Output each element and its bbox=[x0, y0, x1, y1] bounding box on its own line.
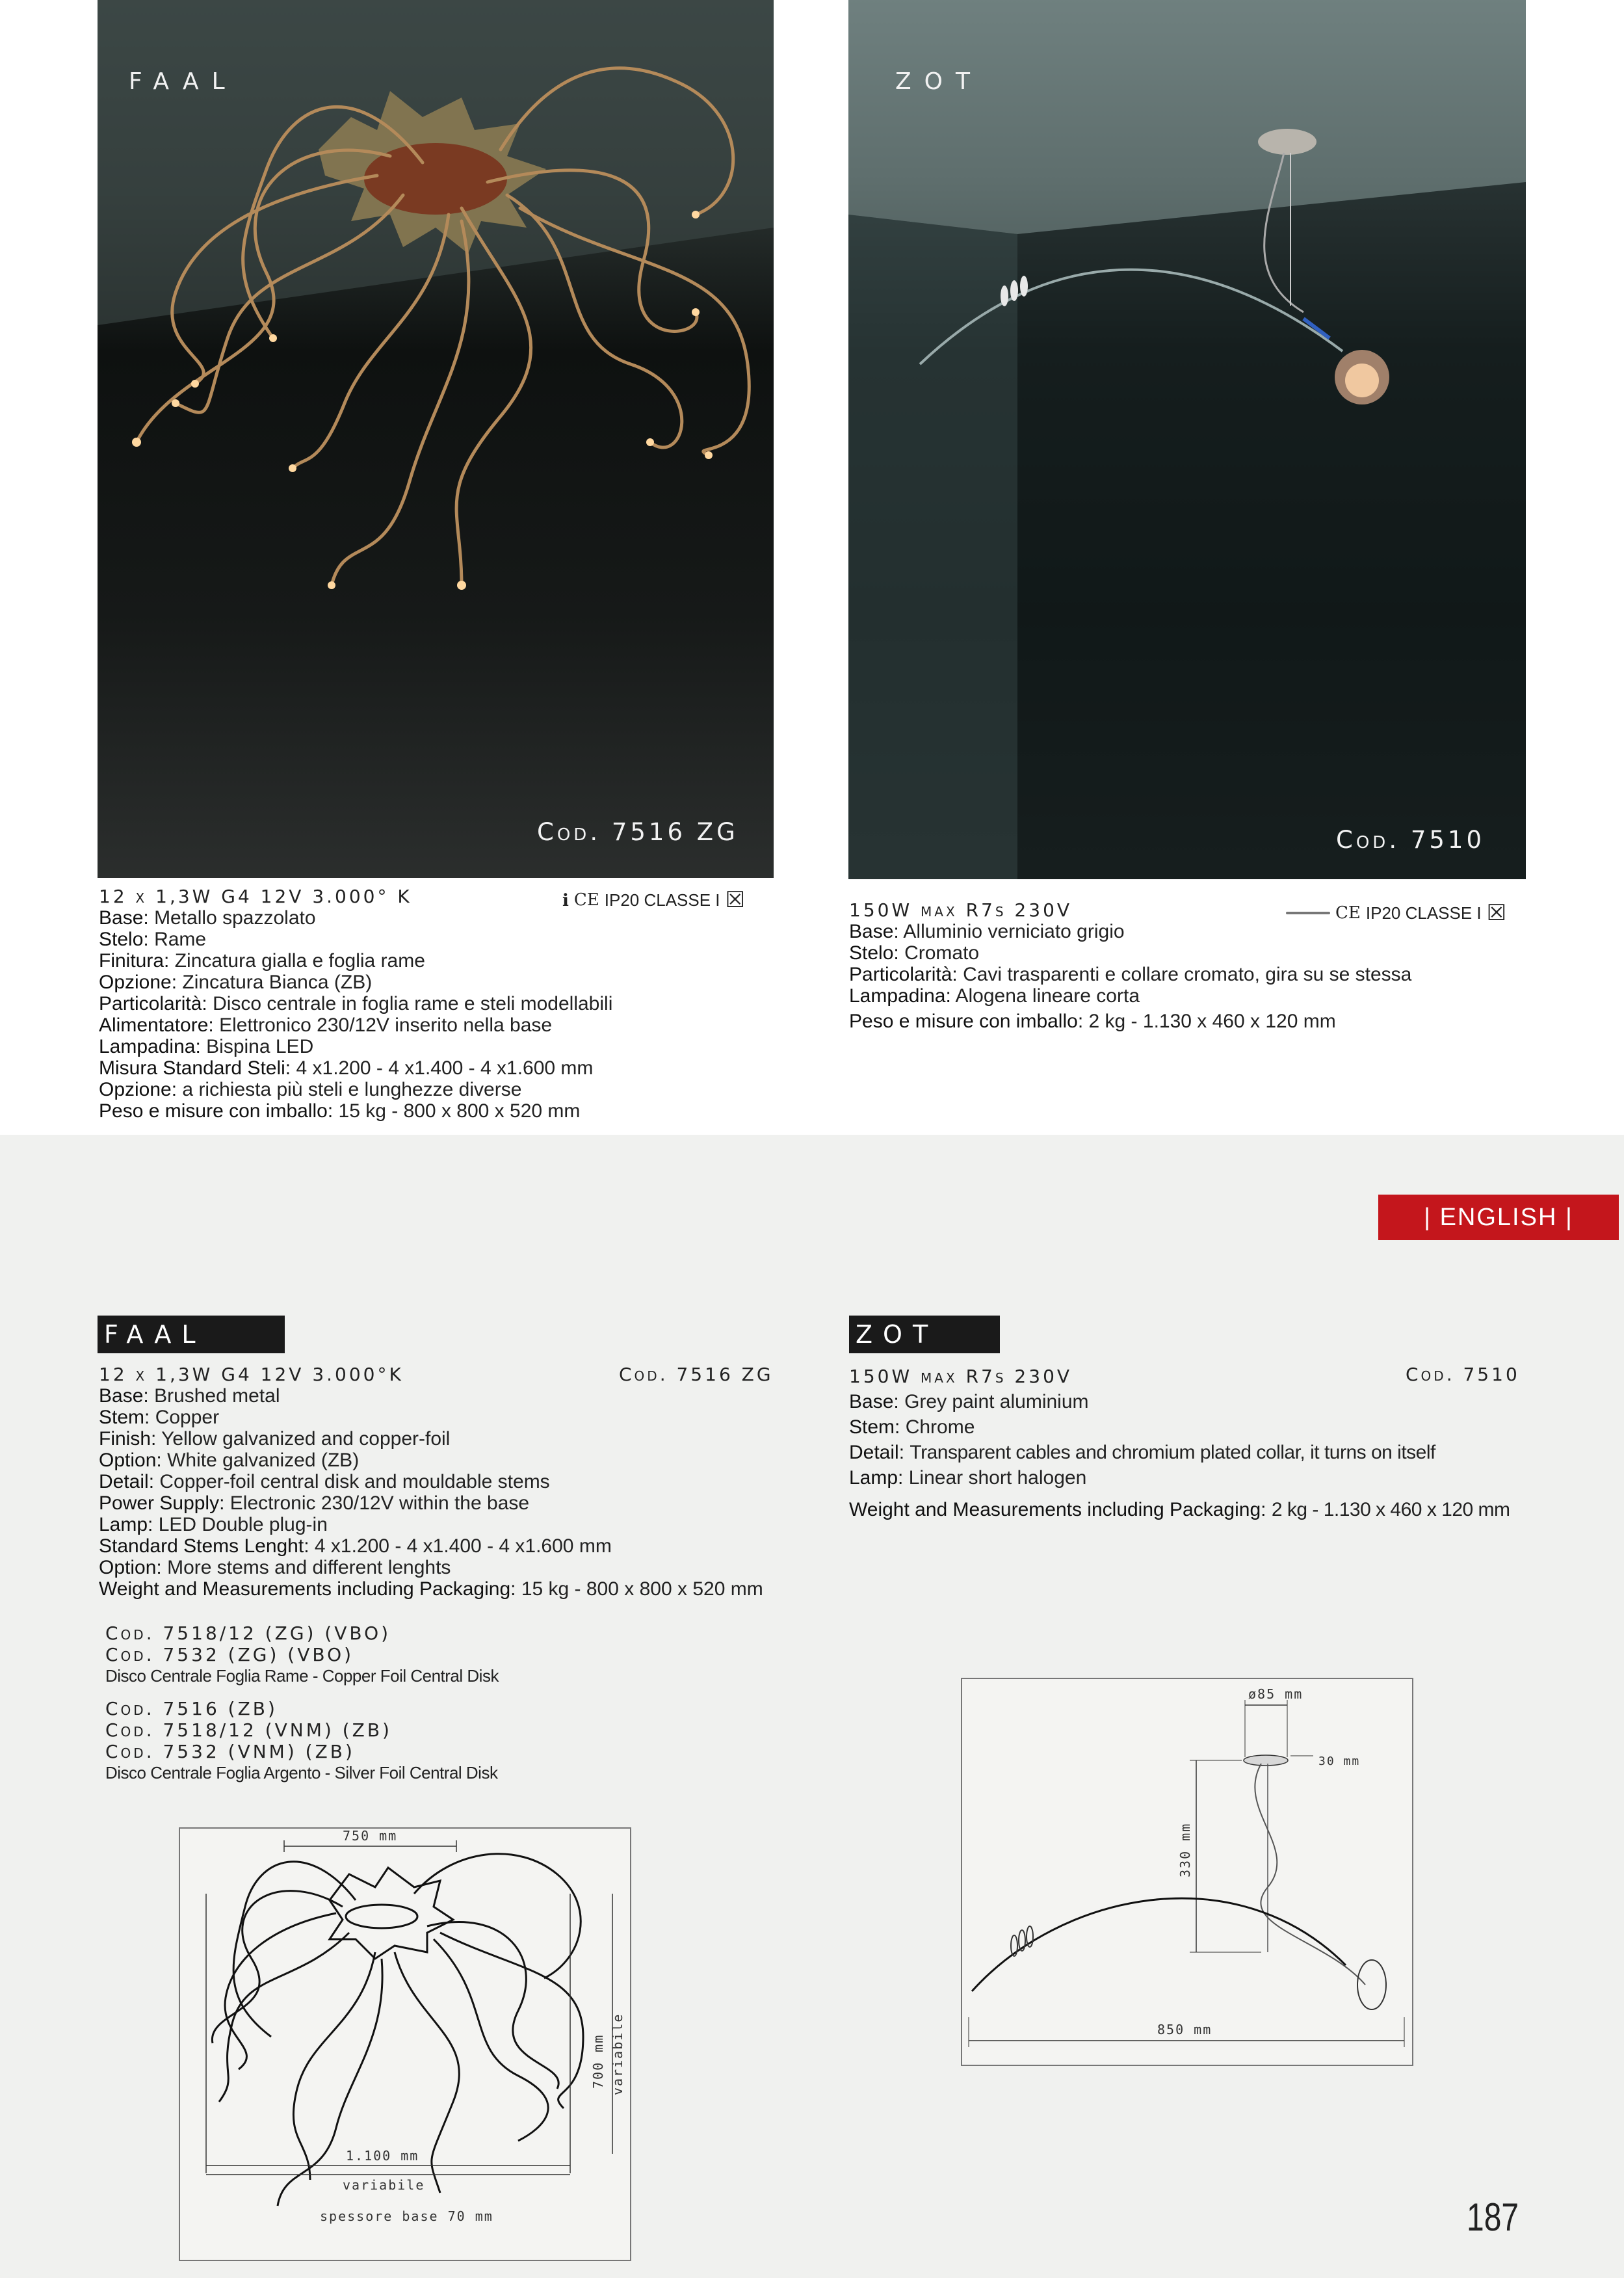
zot-spec-block-en bbox=[849, 1364, 1510, 1522]
zot-drawing-svg bbox=[962, 1679, 1412, 2065]
faal-photo-code: Cod. 7516 ZG bbox=[537, 818, 739, 846]
faal-spec-block-en bbox=[99, 1364, 775, 1600]
dim-base-label: spessore base 70 mm bbox=[320, 2208, 493, 2224]
spec-row: Stem: Copper bbox=[99, 1407, 220, 1428]
spec-row: Option: White galvanized (ZB) bbox=[99, 1450, 360, 1471]
zot-photo-code: Cod. 7510 bbox=[1336, 826, 1486, 854]
ce-mark-icon: CE bbox=[573, 890, 599, 910]
zot-lamp-illustration bbox=[848, 0, 1526, 879]
spec-row: Lampadina: Alogena lineare corta bbox=[849, 985, 1140, 1007]
zot-cert-badges bbox=[1286, 897, 1526, 929]
spec-row: Standard Stems Lenght: 4 x1.200 - 4 x1.400 - 4 x1.600 mm bbox=[99, 1535, 612, 1557]
faal-variants-copper bbox=[105, 1622, 499, 1687]
bulb-icon: ℹ bbox=[562, 890, 569, 910]
spec-row: Base: Grey paint aluminium bbox=[849, 1391, 1089, 1412]
spec-row: Weight and Measurements including Packaging: 2 kg - 1.130 x 460 x 120 mm bbox=[849, 1499, 1510, 1520]
variant-note: Disco Centrale Foglia Argento - Silver Foil Central Disk bbox=[105, 1763, 498, 1782]
spec-row: Lampadina: Bispina LED bbox=[99, 1036, 314, 1057]
faal-cert-text: IP20 CLASSE I bbox=[604, 890, 720, 910]
faal-spec-header-it: 12 x 1,3W G4 12V 3.000° K bbox=[99, 886, 412, 907]
lamp-tube-icon bbox=[1286, 912, 1330, 914]
dim-width-label: 850 mm bbox=[1157, 2022, 1212, 2037]
spec-row: Detail: Copper-foil central disk and mouldable stems bbox=[99, 1471, 550, 1492]
variant-code: Cod. 7516 (ZB) bbox=[105, 1698, 278, 1719]
english-section bbox=[0, 1135, 1624, 2278]
ce-mark-icon: CE bbox=[1335, 903, 1361, 923]
spec-row: Base: Metallo spazzolato bbox=[99, 907, 316, 929]
spec-row: Detail: Transparent cables and chromium plated collar, it turns on itself bbox=[849, 1442, 1435, 1463]
zot-code-en: Cod. 7510 bbox=[1406, 1364, 1520, 1385]
spec-row: Finish: Yellow galvanized and copper-foil bbox=[99, 1428, 451, 1450]
dim-height-label: 330 mm bbox=[1177, 1822, 1193, 1877]
spec-row: Finitura: Zincatura gialla e foglia rame bbox=[99, 950, 425, 972]
zot-cert-text: IP20 CLASSE I bbox=[1365, 903, 1482, 923]
dim-height-note: variabile bbox=[610, 2013, 625, 2095]
spec-row: Peso e misure con imballo: 15 kg - 800 x 800 x 520 mm bbox=[99, 1100, 581, 1122]
spec-row: Stem: Chrome bbox=[849, 1416, 975, 1438]
faal-photo bbox=[98, 0, 774, 878]
spec-row: Base: Brushed metal bbox=[99, 1385, 280, 1407]
zot-title-en: ZOT bbox=[849, 1316, 1000, 1353]
variant-code: Cod. 7518/12 (VNM) (ZB) bbox=[105, 1719, 392, 1741]
dim-diameter-label: ø85 mm bbox=[1248, 1686, 1303, 1702]
dim-base-label: 30 mm bbox=[1318, 1755, 1361, 1768]
spec-row: Opzione: Zincatura Bianca (ZB) bbox=[99, 972, 373, 993]
spec-row: Lamp: LED Double plug-in bbox=[99, 1514, 328, 1535]
zot-photo-title: ZOT bbox=[895, 68, 983, 95]
variant-code: Cod. 7532 (VNM) (ZB) bbox=[105, 1741, 355, 1762]
faal-photo-title: FAAL bbox=[129, 68, 238, 95]
zot-spec-header-it: 150W max R7s 230V bbox=[849, 899, 1073, 921]
spec-row: Stelo: Cromato bbox=[849, 942, 980, 964]
variant-note: Disco Centrale Foglia Rame - Copper Foil Central Disk bbox=[105, 1666, 499, 1686]
faal-code-en: Cod. 7516 ZG bbox=[619, 1364, 774, 1385]
faal-technical-drawing bbox=[179, 1827, 631, 2261]
dim-width-label: 750 mm bbox=[343, 1829, 398, 1844]
weee-bin-icon: ☒ bbox=[725, 888, 746, 912]
dim-height-label: 700 mm bbox=[590, 2033, 606, 2089]
tag-divider: | bbox=[1424, 1204, 1440, 1231]
dim-total-label: 1.100 mm bbox=[346, 2148, 419, 2164]
faal-title-en: FAAL bbox=[98, 1316, 285, 1353]
page-number: 187 bbox=[1467, 2195, 1519, 2239]
tag-divider: | bbox=[1557, 1204, 1573, 1231]
faal-lamp-illustration bbox=[98, 0, 774, 878]
variant-code: Cod. 7532 (ZG) (VBO) bbox=[105, 1644, 354, 1665]
spec-row: Peso e misure con imballo: 2 kg - 1.130 x 460 x 120 mm bbox=[849, 1011, 1336, 1032]
spec-row: Lamp: Linear short halogen bbox=[849, 1467, 1087, 1489]
spec-row: Alimentatore: Elettronico 230/12V inserito nella base bbox=[99, 1014, 553, 1036]
spec-row: Particolarità: Disco centrale in foglia rame e steli modellabili bbox=[99, 993, 613, 1014]
spec-row: Opzione: a richiesta più steli e lunghezze diverse bbox=[99, 1079, 522, 1100]
zot-photo bbox=[848, 0, 1526, 879]
spec-row: Base: Alluminio verniciato grigio bbox=[849, 921, 1125, 942]
zot-spec-header-en: 150W max R7s 230V bbox=[849, 1366, 1073, 1387]
faal-spec-block-it bbox=[99, 886, 612, 1122]
faal-cert-badges bbox=[562, 884, 777, 916]
spec-row: Misura Standard Steli: 4 x1.200 - 4 x1.400 - 4 x1.600 mm bbox=[99, 1057, 594, 1079]
spec-row: Stelo: Rame bbox=[99, 929, 207, 950]
faal-drawing-svg bbox=[180, 1829, 630, 2260]
spec-row: Particolarità: Cavi trasparenti e collare cromato, gira su se stessa bbox=[849, 964, 1412, 985]
spec-row: Weight and Measurements including Packaging: 15 kg - 800 x 800 x 520 mm bbox=[99, 1578, 763, 1600]
dim-total-note: variabile bbox=[343, 2177, 425, 2193]
weee-bin-icon: ☒ bbox=[1486, 901, 1507, 925]
faal-spec-header-en: 12 x 1,3W G4 12V 3.000°K bbox=[99, 1364, 404, 1385]
spec-row: Power Supply: Electronic 230/12V within the base bbox=[99, 1492, 530, 1514]
faal-variants-silver bbox=[105, 1698, 497, 1784]
spec-row: Option: More stems and different lenghts bbox=[99, 1557, 451, 1578]
zot-technical-drawing bbox=[961, 1678, 1413, 2066]
language-tag: | ENGLISH | bbox=[1378, 1195, 1619, 1240]
variant-code: Cod. 7518/12 (ZG) (VBO) bbox=[105, 1622, 391, 1644]
